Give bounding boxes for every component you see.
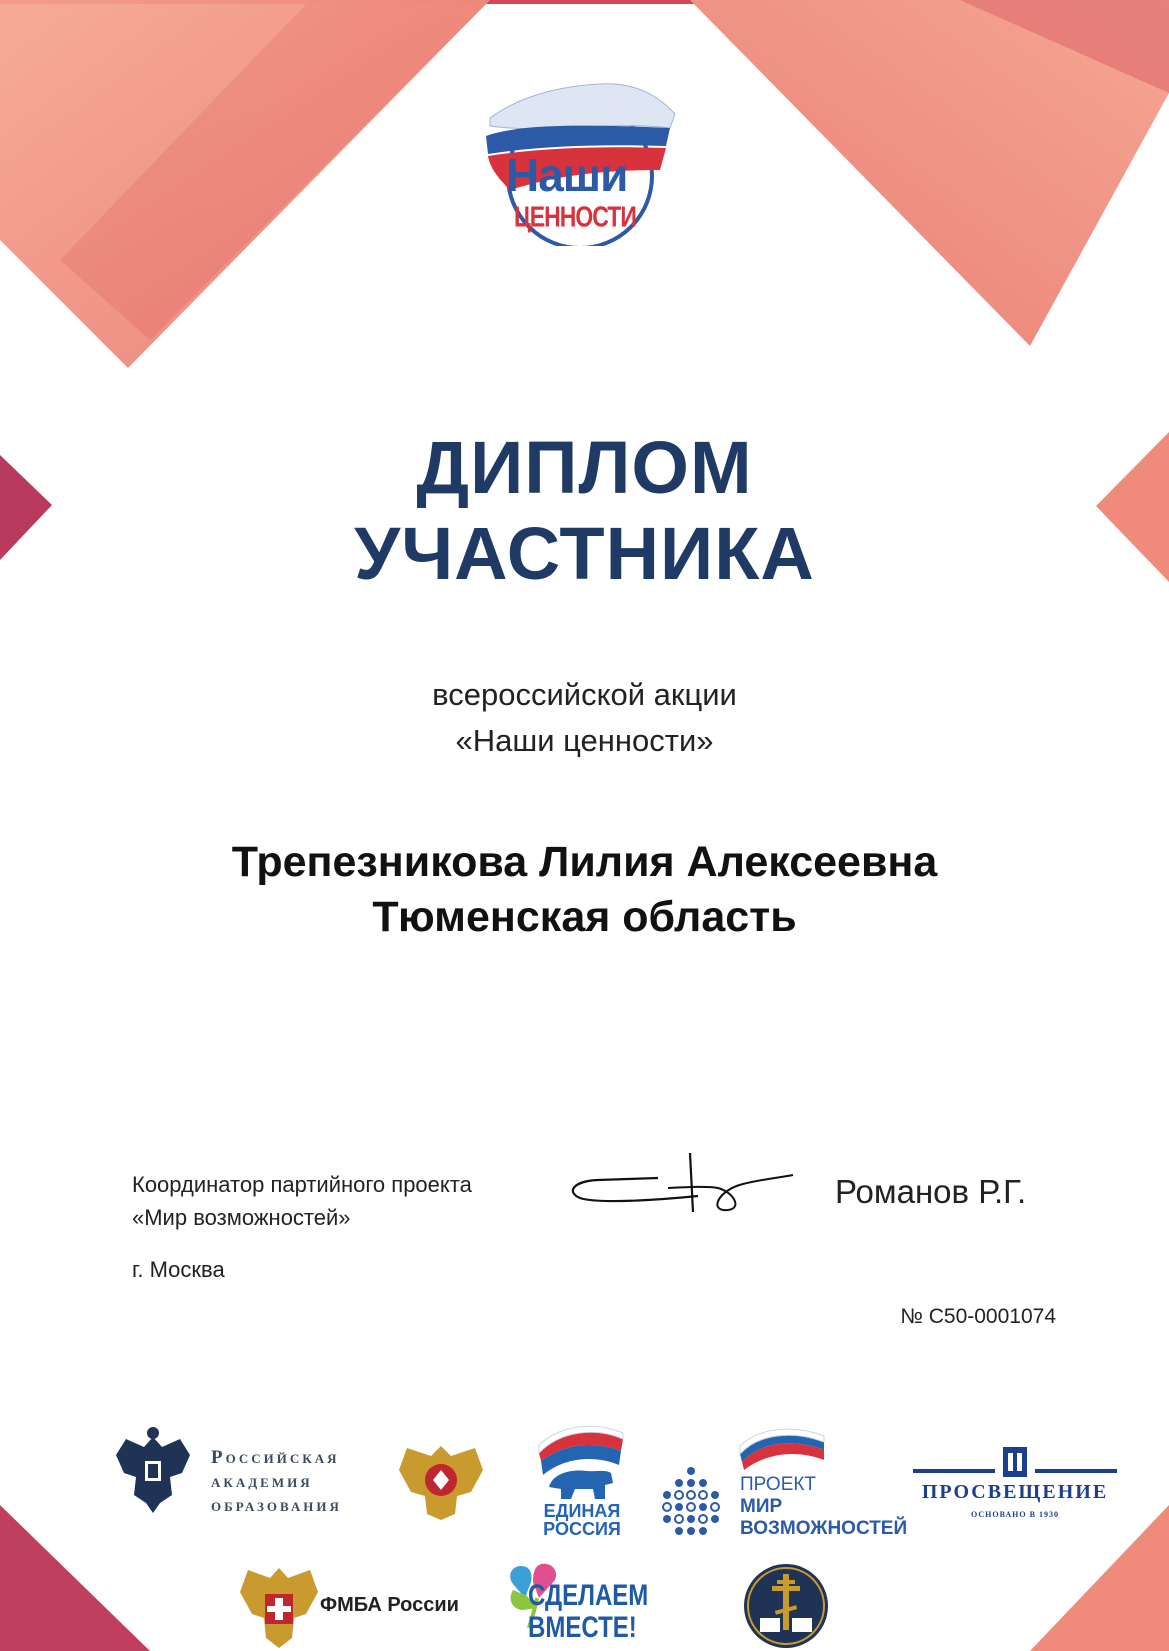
- rao-line-2: академия: [211, 1471, 313, 1492]
- er-line-1: ЕДИНАЯ: [543, 1501, 621, 1521]
- logo-word-tsennosti: ЦЕННОСТИ: [514, 200, 636, 233]
- rao-line-3: образования: [211, 1495, 342, 1516]
- edinaya-rossiya-text: [537, 1502, 627, 1538]
- document-number: № С50-0001074: [900, 1305, 1056, 1328]
- fmba-text: ФМБА России: [320, 1594, 459, 1616]
- title-line-2: УЧАСТНИКА: [354, 512, 815, 595]
- recipient-region: Тюменская область: [372, 893, 797, 941]
- sdelaem-line-1: СДЕЛАЕМ: [528, 1579, 649, 1612]
- coordinator-line-1: Координатор партийного проекта: [132, 1172, 472, 1197]
- prosveshchenie-text: ПРОСВЕЩЕНИЕ: [921, 1481, 1109, 1503]
- event-subtitle: [0, 672, 1169, 764]
- logo-word-nashi: Наши: [506, 149, 628, 201]
- prosveshchenie-subtext: ОСНОВАНО В 1930: [971, 1510, 1059, 1519]
- rao-logo-text: [211, 1446, 342, 1518]
- edinaya-rossiya-bear-icon: [535, 1425, 627, 1503]
- prosveshchenie-emblem-icon: [913, 1445, 1117, 1479]
- mir-line-1: ПРОЕКТ: [740, 1474, 817, 1495]
- coordinator-title: [132, 1168, 552, 1234]
- mir-vozmozhnostey-text: [740, 1474, 907, 1540]
- double-headed-eagle-icon: [110, 1425, 196, 1515]
- mir-flag-icon: [738, 1428, 826, 1474]
- signer-name: Романов Р.Г.: [835, 1173, 1027, 1210]
- mir-line-2: МИР: [740, 1496, 783, 1517]
- recipient-block: [0, 835, 1169, 945]
- orthodox-cross-emblem-icon: [742, 1562, 830, 1650]
- mir-line-3: ВОЗМОЖНОСТЕЙ: [740, 1518, 908, 1539]
- rao-line-1: Российская: [211, 1447, 340, 1468]
- fmba-eagle-icon: [238, 1560, 320, 1650]
- city: г. Москва: [132, 1257, 225, 1282]
- recipient-name: Трепезникова Лилия Алексеевна: [231, 838, 938, 886]
- ministry-emblem-icon: [395, 1440, 487, 1522]
- sdelaem-vmeste-text: [528, 1580, 648, 1644]
- er-line-2: РОССИЯ: [543, 1519, 621, 1539]
- title-line-1: ДИПЛОМ: [416, 426, 753, 509]
- subtitle-line-2: «Наши ценности»: [455, 723, 714, 758]
- nashi-tsennosti-logo: [480, 66, 680, 246]
- coordinator-line-2: «Мир возможностей»: [132, 1205, 351, 1230]
- diploma-title: [0, 425, 1169, 597]
- subtitle-line-1: всероссийской акции: [432, 677, 737, 712]
- mir-dots-icon: [655, 1465, 727, 1537]
- sdelaem-line-2: ВМЕСТЕ!: [528, 1611, 637, 1644]
- signature: [568, 1150, 798, 1225]
